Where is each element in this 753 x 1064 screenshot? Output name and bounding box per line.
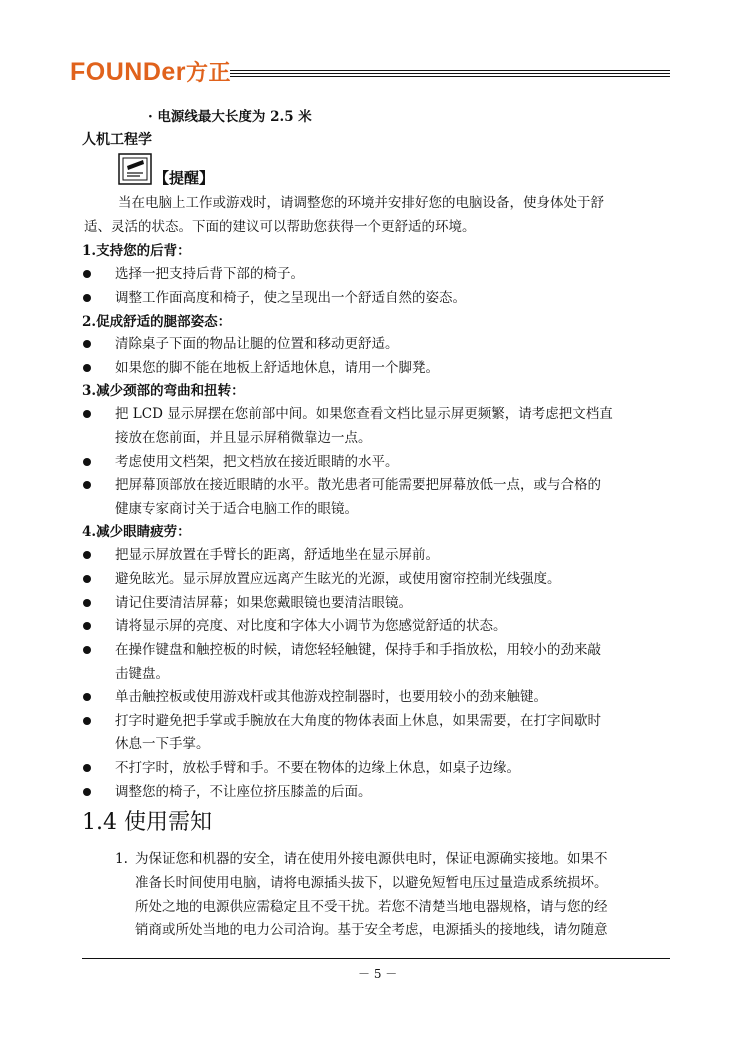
header-rule-bottom xyxy=(230,76,670,77)
list-item-continuation: 健康专家商讨关于适合电脑工作的眼镜。 xyxy=(115,501,358,517)
list-item-continuation: 休息一下手掌。 xyxy=(115,736,210,752)
list-item: 考虑使用文档架，把文档放在接近眼睛的水平。 xyxy=(115,454,399,470)
bullet-icon xyxy=(83,294,91,302)
reminder-note-icon xyxy=(118,153,152,185)
group-title: 3.减少颈部的弯曲和扭转： xyxy=(82,383,245,399)
list-item: 调整工作面高度和椅子，使之呈现出一个舒适自然的姿态。 xyxy=(115,290,466,306)
list-item: 请将显示屏的亮度、对比度和字体大小调节为您感觉舒适的状态。 xyxy=(115,618,507,634)
bullet-icon xyxy=(83,364,91,372)
list-item: 打字时避免把手掌或手腕放在大角度的物体表面上休息，如果需要，在打字间歇时 xyxy=(115,713,601,729)
list-item: 单击触控板或使用游戏杆或其他游戏控制器时，也要用较小的劲来触键。 xyxy=(115,689,547,705)
paragraph-line: 所处之地的电源供应需稳定且不受干扰。若您不清楚当地电器规格，请与您的经 xyxy=(135,899,608,915)
bullet-icon xyxy=(83,340,91,348)
list-item: 请记住要清洁屏幕；如果您戴眼镜也要清洁眼镜。 xyxy=(115,595,412,611)
power-cord-note: · 电源线最大长度为 2.5 米 xyxy=(148,109,312,125)
list-item-continuation: 击键盘。 xyxy=(115,666,169,682)
list-item: 把 LCD 显示屏摆在您前部中间。如果您查看文档比显示屏更频繁，请考虑把文档直 xyxy=(115,406,613,422)
bullet-icon xyxy=(83,551,91,559)
section-title: 人机工程学 xyxy=(82,132,152,148)
bullet-icon xyxy=(83,646,91,654)
list-item: 在操作键盘和触控板的时候，请您轻轻触键，保持手和手指放松，用较小的劲来敲 xyxy=(115,642,601,658)
list-item-continuation: 接放在您前面，并且显示屏稍微靠边一点。 xyxy=(115,430,372,446)
bullet-icon xyxy=(83,458,91,466)
intro-line-1: 当在电脑上工作或游戏时，请调整您的环境并安排好您的电脑设备，使身体处于舒 xyxy=(118,195,604,211)
bullet-icon xyxy=(83,693,91,701)
founder-logo: FOUNDer方正 xyxy=(70,58,232,86)
paragraph-line: 准备长时间使用电脑，请将电源插头拔下，以避免短暂电压过量造成系统损坏。 xyxy=(135,875,608,891)
list-item: 把屏幕顶部放在接近眼睛的水平。散光患者可能需要把屏幕放低一点，或与合格的 xyxy=(115,477,601,493)
header-rule-middle xyxy=(230,73,670,74)
bullet-icon xyxy=(83,481,91,489)
list-item: 如果您的脚不能在地板上舒适地休息，请用一个脚凳。 xyxy=(115,360,439,376)
intro-line-2: 适、灵活的状态。下面的建议可以帮助您获得一个更舒适的环境。 xyxy=(84,219,476,235)
bullet-icon xyxy=(83,764,91,772)
bullet-icon xyxy=(83,788,91,796)
bullet-icon xyxy=(83,717,91,725)
list-item: 选择一把支持后背下部的椅子。 xyxy=(115,266,304,282)
group-title: 1.支持您的后背： xyxy=(82,243,191,259)
list-item: 清除桌子下面的物品让腿的位置和移动更舒适。 xyxy=(115,336,399,352)
footer-rule xyxy=(82,958,670,959)
reminder-label: 【提醒】 xyxy=(154,169,215,187)
group-title: 2.促成舒适的腿部姿态： xyxy=(82,314,232,330)
numbered-item-number: 1. xyxy=(115,851,128,867)
list-item: 调整您的椅子，不让座位挤压膝盖的后面。 xyxy=(115,784,372,800)
bullet-icon xyxy=(83,270,91,278)
list-item: 不打字时，放松手臂和手。不要在物体的边缘上休息，如桌子边缘。 xyxy=(115,760,520,776)
header-rule-top xyxy=(230,70,670,71)
list-item: 把显示屏放置在手臂长的距离，舒适地坐在显示屏前。 xyxy=(115,547,439,563)
section-heading: 1.4 使用需知 xyxy=(82,810,212,835)
page-number: － 5 － xyxy=(358,967,398,981)
paragraph-line: 销商或所处当地的电力公司洽询。基于安全考虑，电源插头的接地线，请勿随意 xyxy=(135,922,608,938)
group-title: 4.减少眼睛疲劳： xyxy=(82,524,191,540)
bullet-icon xyxy=(83,622,91,630)
bullet-icon xyxy=(83,410,91,418)
bullet-icon xyxy=(83,575,91,583)
list-item: 避免眩光。显示屏放置应远离产生眩光的光源，或使用窗帘控制光线强度。 xyxy=(115,571,561,587)
bullet-icon xyxy=(83,599,91,607)
paragraph-line: 为保证您和机器的安全，请在使用外接电源供电时，保证电源确实接地。如果不 xyxy=(135,851,608,867)
